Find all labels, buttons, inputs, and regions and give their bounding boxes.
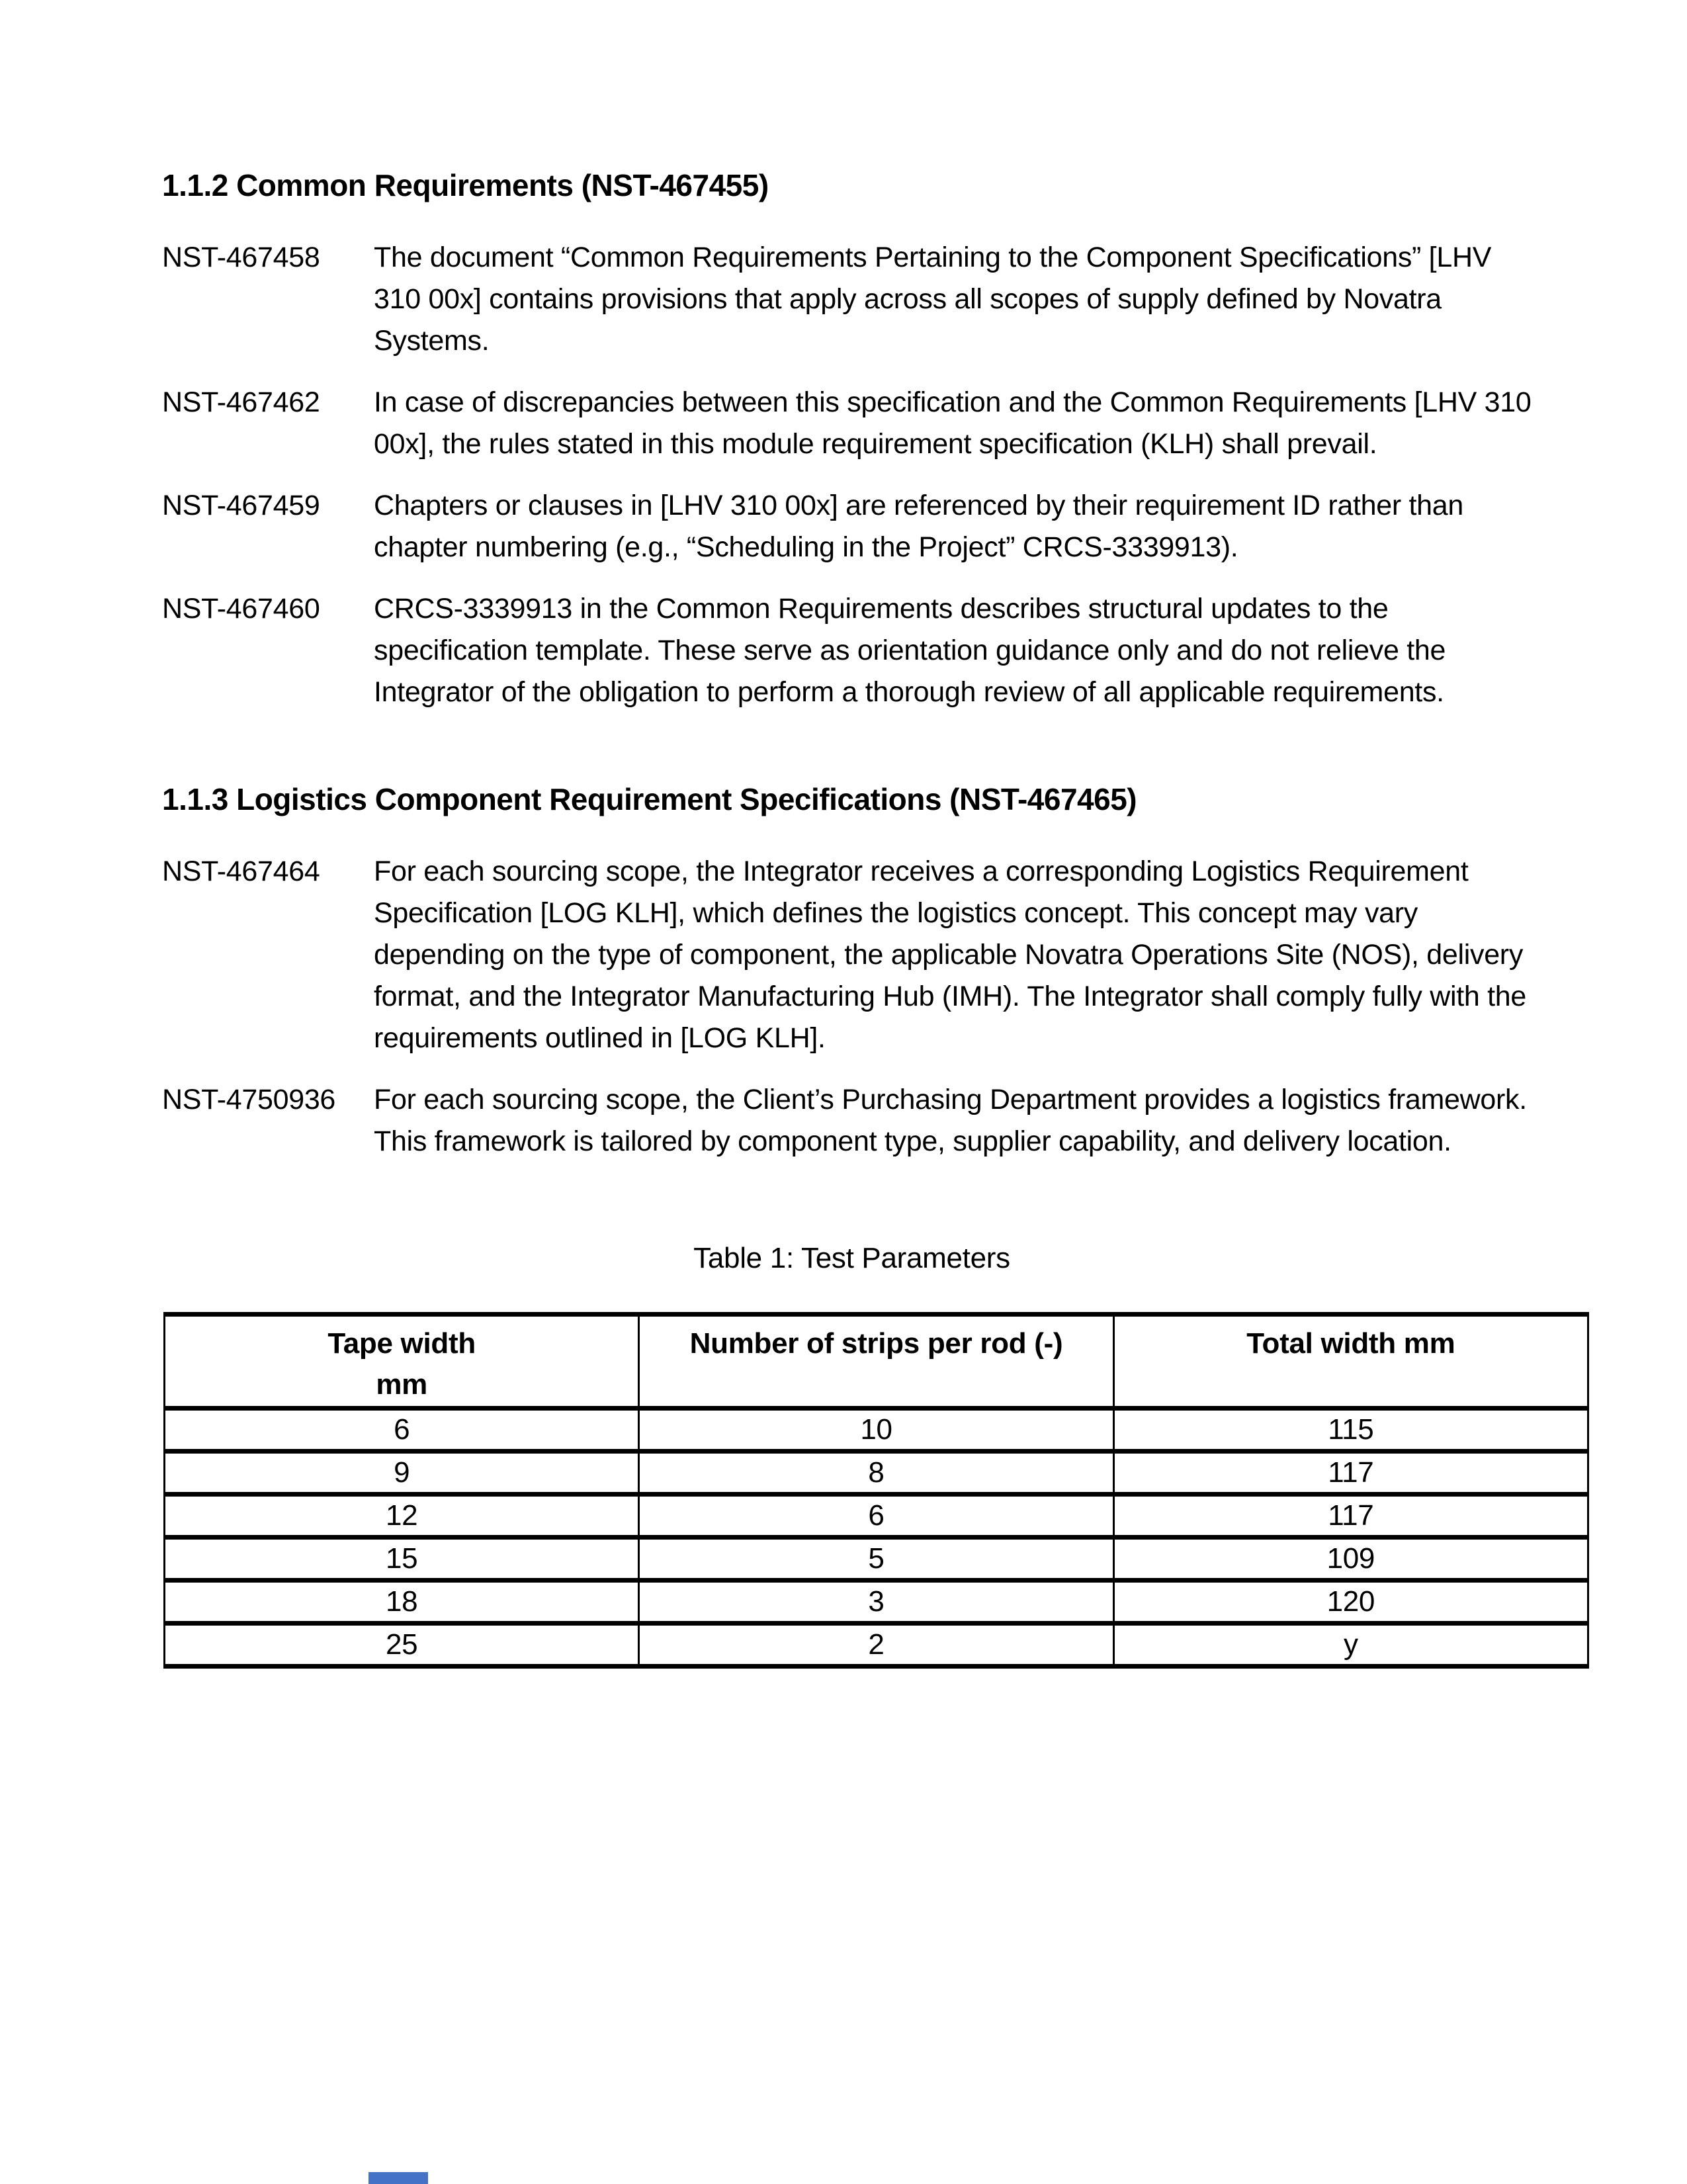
table-cell: 117 bbox=[1113, 1452, 1588, 1495]
requirement-row bbox=[162, 1079, 1591, 1162]
section-heading-1-1-3: 1.1.3 Logistics Component Requirement Specifications (NST-467465) bbox=[162, 782, 1137, 816]
header-line-1: Number of strips per rod (-) bbox=[689, 1327, 1063, 1360]
header-line-2: mm bbox=[376, 1368, 427, 1401]
table-header-cell-total-width bbox=[1113, 1315, 1588, 1409]
table-cell: 25 bbox=[165, 1624, 639, 1667]
requirement-id: NST-467460 bbox=[162, 593, 320, 625]
requirement-id: NST-467464 bbox=[162, 855, 320, 887]
requirement-row bbox=[162, 851, 1591, 1059]
header-line-1: Tape width bbox=[327, 1327, 476, 1360]
table-cell: 117 bbox=[1113, 1495, 1588, 1538]
table-cell: 109 bbox=[1113, 1538, 1588, 1581]
table-row bbox=[165, 1495, 1588, 1538]
requirement-id: NST-467458 bbox=[162, 241, 320, 273]
table-header bbox=[165, 1315, 1588, 1409]
document-content bbox=[162, 165, 1591, 1669]
table-row bbox=[165, 1452, 1588, 1495]
table-cell: 2 bbox=[639, 1624, 1113, 1667]
table-row bbox=[165, 1409, 1588, 1452]
table-cell: 12 bbox=[165, 1495, 639, 1538]
blue-marker bbox=[368, 2172, 428, 2184]
requirement-row bbox=[162, 382, 1591, 465]
table-cell: 10 bbox=[639, 1409, 1113, 1452]
requirement-text: For each sourcing scope, the Integrator receives a corresponding Logistics Requirement Specification [LOG KLH], which defines the logistics concept. This concept may vary depending on the type of component, the applicable Novatra Operations Site (NOS), delivery format, and the Integrator Manufacturing Hub (IMH). The Integrator shall comply fully with the requirements outlined in [LOG KLH]. bbox=[374, 855, 1526, 1054]
requirement-id: NST-467462 bbox=[162, 386, 320, 418]
section-heading-1-1-2: 1.1.2 Common Requirements (NST-467455) bbox=[162, 168, 769, 202]
table-cell: 115 bbox=[1113, 1409, 1588, 1452]
table-row bbox=[165, 1538, 1588, 1581]
table-header-cell-tape-width bbox=[165, 1315, 639, 1409]
requirement-row bbox=[162, 588, 1591, 713]
table-cell: y bbox=[1113, 1624, 1588, 1667]
requirement-text: Chapters or clauses in [LHV 310 00x] are referenced by their requirement ID rather than chapter numbering (e.g., “Scheduling in the Project” CRCS-3339913). bbox=[374, 490, 1463, 563]
table-cell: 15 bbox=[165, 1538, 639, 1581]
table-header-row bbox=[165, 1315, 1588, 1409]
table-cell: 6 bbox=[165, 1409, 639, 1452]
table-cell: 6 bbox=[639, 1495, 1113, 1538]
table-cell: 5 bbox=[639, 1538, 1113, 1581]
header-line-1: Total width mm bbox=[1246, 1327, 1455, 1360]
requirement-id: NST-4750936 bbox=[162, 1084, 336, 1115]
requirement-id: NST-467459 bbox=[162, 490, 320, 521]
table-cell: 9 bbox=[165, 1452, 639, 1495]
requirement-row bbox=[162, 485, 1591, 568]
requirement-row bbox=[162, 237, 1591, 362]
requirement-text: In case of discrepancies between this specification and the Common Requirements [LHV 310 00x], the rules stated in this module requirement specification (KLH) shall prevail. bbox=[374, 386, 1532, 460]
table-row bbox=[165, 1581, 1588, 1624]
requirement-text: The document “Common Requirements Pertaining to the Component Specifications” [LHV 310 00x] contains provisions that apply across all scopes of supply defined by Novatra Systems. bbox=[374, 241, 1492, 357]
table-cell: 18 bbox=[165, 1581, 639, 1624]
table-body bbox=[165, 1409, 1588, 1667]
table-cell: 3 bbox=[639, 1581, 1113, 1624]
requirement-text: CRCS-3339913 in the Common Requirements describes structural updates to the specification template. These serve as orientation guidance only and do not relieve the Integrator of the obligation to perform a thorough review of all applicable requirements. bbox=[374, 593, 1446, 708]
table-header-cell-strips-per-rod bbox=[639, 1315, 1113, 1409]
table-caption: Table 1: Test Parameters bbox=[693, 1242, 1010, 1274]
test-parameters-table bbox=[163, 1312, 1589, 1669]
table-cell: 8 bbox=[639, 1452, 1113, 1495]
table-cell: 120 bbox=[1113, 1581, 1588, 1624]
table-row bbox=[165, 1624, 1588, 1667]
requirement-text: For each sourcing scope, the Client’s Purchasing Department provides a logistics framework. This framework is tailored by component type, supplier capability, and delivery location. bbox=[374, 1084, 1527, 1157]
